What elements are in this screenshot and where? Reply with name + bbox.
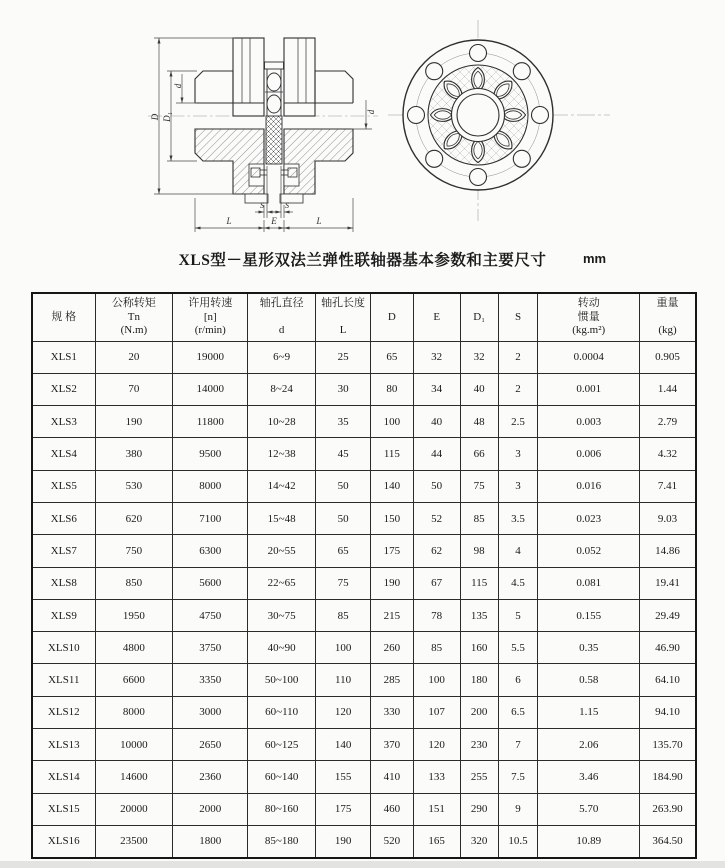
table-cell: 260: [371, 632, 413, 664]
table-cell: 190: [95, 406, 173, 438]
table-cell: 70: [95, 373, 173, 405]
table-cell: 151: [413, 793, 460, 825]
table-row: [32, 535, 696, 567]
table-cell: 410: [371, 761, 413, 793]
table-cell: 135: [460, 599, 498, 631]
column-header: 转动 惯量 (kg.m²): [538, 293, 640, 341]
table-cell: 3350: [173, 664, 248, 696]
table-cell: XLS15: [32, 793, 95, 825]
table-cell: 4800: [95, 632, 173, 664]
table-cell: 0.0004: [538, 341, 640, 373]
table-cell: XLS7: [32, 535, 95, 567]
table-cell: 6~9: [248, 341, 316, 373]
table-cell: 5: [498, 599, 538, 631]
table-cell: 35: [316, 406, 371, 438]
table-cell: 85: [413, 632, 460, 664]
table-cell: 19.41: [640, 567, 697, 599]
table-row: [32, 632, 696, 664]
table-cell: 6600: [95, 664, 173, 696]
table-cell: 0.58: [538, 664, 640, 696]
table-cell: 0.35: [538, 632, 640, 664]
title-row: [0, 248, 725, 274]
table-cell: XLS4: [32, 438, 95, 470]
table-cell: 1.15: [538, 696, 640, 728]
table-cell: 65: [316, 535, 371, 567]
table-cell: 140: [316, 729, 371, 761]
drawing-area: [0, 0, 725, 245]
table-row: [32, 696, 696, 728]
table-cell: 8000: [173, 470, 248, 502]
table-cell: 7: [498, 729, 538, 761]
dim-label-S-left: S: [260, 201, 264, 210]
table-cell: 4.5: [498, 567, 538, 599]
spec-table-wrap: [31, 292, 697, 859]
table-cell: 23500: [95, 825, 173, 857]
table-cell: XLS3: [32, 406, 95, 438]
table-row: [32, 729, 696, 761]
table-row: [32, 761, 696, 793]
table-cell: 66: [460, 438, 498, 470]
column-header: S: [498, 293, 538, 341]
table-cell: 4750: [173, 599, 248, 631]
table-cell: 0.006: [538, 438, 640, 470]
table-cell: 263.90: [640, 793, 697, 825]
table-cell: 80: [371, 373, 413, 405]
table-cell: 4: [498, 535, 538, 567]
dim-label-S-right: S: [285, 201, 289, 210]
table-cell: 230: [460, 729, 498, 761]
table-cell: 5.70: [538, 793, 640, 825]
table-cell: 2000: [173, 793, 248, 825]
column-header: D₁: [460, 293, 498, 341]
table-cell: XLS8: [32, 567, 95, 599]
table-cell: 3: [498, 470, 538, 502]
table-row: [32, 470, 696, 502]
table-cell: 7.5: [498, 761, 538, 793]
table-cell: 2.06: [538, 729, 640, 761]
table-row: [32, 373, 696, 405]
table-cell: 14.86: [640, 535, 697, 567]
table-cell: 14~42: [248, 470, 316, 502]
table-cell: 2: [498, 341, 538, 373]
table-cell: 115: [460, 567, 498, 599]
table-cell: 14600: [95, 761, 173, 793]
table-cell: 6.5: [498, 696, 538, 728]
column-header: 公称转矩 Tn (N.m): [95, 293, 173, 341]
table-cell: 1950: [95, 599, 173, 631]
table-cell: 50: [316, 502, 371, 534]
table-cell: 30~75: [248, 599, 316, 631]
table-cell: 85~180: [248, 825, 316, 857]
table-cell: 6: [498, 664, 538, 696]
table-cell: 2650: [173, 729, 248, 761]
table-cell: 115: [371, 438, 413, 470]
table-cell: 0.016: [538, 470, 640, 502]
table-cell: 120: [413, 729, 460, 761]
table-cell: 2: [498, 373, 538, 405]
column-header: 轴孔直径 d: [248, 293, 316, 341]
table-cell: 750: [95, 535, 173, 567]
table-cell: 290: [460, 793, 498, 825]
table-row: [32, 793, 696, 825]
table-cell: 11800: [173, 406, 248, 438]
table-cell: 364.50: [640, 825, 697, 857]
table-cell: 370: [371, 729, 413, 761]
table-cell: 85: [316, 599, 371, 631]
table-cell: 460: [371, 793, 413, 825]
table-cell: XLS1: [32, 341, 95, 373]
table-cell: 10.89: [538, 825, 640, 857]
dim-label-D: D: [150, 113, 160, 121]
table-row: [32, 438, 696, 470]
table-cell: 100: [316, 632, 371, 664]
table-row: [32, 825, 696, 857]
table-cell: 0.052: [538, 535, 640, 567]
table-cell: 530: [95, 470, 173, 502]
table-cell: 8~24: [248, 373, 316, 405]
table-cell: 46.90: [640, 632, 697, 664]
table-cell: 0.023: [538, 502, 640, 534]
table-cell: 50~100: [248, 664, 316, 696]
table-cell: 330: [371, 696, 413, 728]
table-cell: 32: [460, 341, 498, 373]
table-cell: 8000: [95, 696, 173, 728]
section-view-drawing: [126, 14, 396, 239]
table-cell: XLS16: [32, 825, 95, 857]
table-cell: 32: [413, 341, 460, 373]
table-cell: 85: [460, 502, 498, 534]
table-cell: 620: [95, 502, 173, 534]
table-cell: 190: [316, 825, 371, 857]
table-cell: 3.46: [538, 761, 640, 793]
table-cell: 48: [460, 406, 498, 438]
table-cell: 2360: [173, 761, 248, 793]
table-cell: 3.5: [498, 502, 538, 534]
page-title: XLS型－星形双法兰弹性联轴器基本参数和主要尺寸: [178, 252, 547, 269]
table-cell: 100: [413, 664, 460, 696]
table-cell: 4.32: [640, 438, 697, 470]
table-cell: 7100: [173, 502, 248, 534]
table-row: [32, 567, 696, 599]
table-cell: 29.49: [640, 599, 697, 631]
table-cell: 80~160: [248, 793, 316, 825]
table-cell: 19000: [173, 341, 248, 373]
table-cell: 9: [498, 793, 538, 825]
table-cell: 98: [460, 535, 498, 567]
table-cell: 52: [413, 502, 460, 534]
table-row: [32, 406, 696, 438]
table-cell: 40~90: [248, 632, 316, 664]
table-row: [32, 341, 696, 373]
table-cell: 78: [413, 599, 460, 631]
table-cell: 155: [316, 761, 371, 793]
table-row: [32, 599, 696, 631]
table-cell: 184.90: [640, 761, 697, 793]
column-header: 规 格: [32, 293, 95, 341]
column-header: E: [413, 293, 460, 341]
table-row: [32, 664, 696, 696]
column-header: D: [371, 293, 413, 341]
table-cell: 520: [371, 825, 413, 857]
spec-table: [31, 292, 697, 859]
table-cell: 150: [371, 502, 413, 534]
table-cell: 1800: [173, 825, 248, 857]
table-cell: 62: [413, 535, 460, 567]
dim-label-d-right: d: [366, 109, 376, 115]
table-cell: 60~110: [248, 696, 316, 728]
table-cell: XLS9: [32, 599, 95, 631]
table-cell: 60~125: [248, 729, 316, 761]
table-cell: 22~65: [248, 567, 316, 599]
table-cell: 0.001: [538, 373, 640, 405]
table-cell: 9500: [173, 438, 248, 470]
table-cell: 0.155: [538, 599, 640, 631]
table-row: [32, 502, 696, 534]
table-cell: 2.5: [498, 406, 538, 438]
dim-label-E: E: [271, 216, 277, 226]
dim-label-d-left: d: [173, 83, 183, 89]
dim-label-L-right: L: [316, 216, 322, 226]
table-cell: 0.081: [538, 567, 640, 599]
table-cell: XLS10: [32, 632, 95, 664]
table-cell: 2.79: [640, 406, 697, 438]
table-cell: 133: [413, 761, 460, 793]
table-cell: 1.44: [640, 373, 697, 405]
table-cell: 75: [460, 470, 498, 502]
table-cell: 40: [413, 406, 460, 438]
table-cell: 10.5: [498, 825, 538, 857]
star-element: [431, 68, 526, 163]
column-header: 轴孔长度 L: [316, 293, 371, 341]
table-cell: 160: [460, 632, 498, 664]
table-cell: 75: [316, 567, 371, 599]
table-cell: 3000: [173, 696, 248, 728]
table-cell: 12~38: [248, 438, 316, 470]
header-row: [32, 293, 696, 341]
table-cell: 285: [371, 664, 413, 696]
table-cell: XLS13: [32, 729, 95, 761]
table-cell: 50: [413, 470, 460, 502]
table-cell: 34: [413, 373, 460, 405]
table-cell: 15~48: [248, 502, 316, 534]
table-cell: XLS6: [32, 502, 95, 534]
table-cell: XLS14: [32, 761, 95, 793]
table-cell: 380: [95, 438, 173, 470]
table-cell: 60~140: [248, 761, 316, 793]
table-cell: 215: [371, 599, 413, 631]
table-cell: XLS5: [32, 470, 95, 502]
table-cell: 67: [413, 567, 460, 599]
column-header: 重量 (kg): [640, 293, 697, 341]
table-cell: 20~55: [248, 535, 316, 567]
table-cell: XLS12: [32, 696, 95, 728]
table-cell: 25: [316, 341, 371, 373]
table-cell: 6300: [173, 535, 248, 567]
table-cell: 14000: [173, 373, 248, 405]
table-cell: XLS11: [32, 664, 95, 696]
table-cell: 20000: [95, 793, 173, 825]
table-cell: 64.10: [640, 664, 697, 696]
table-cell: 135.70: [640, 729, 697, 761]
table-cell: 175: [371, 535, 413, 567]
table-cell: 20: [95, 341, 173, 373]
table-cell: 5600: [173, 567, 248, 599]
table-cell: XLS2: [32, 373, 95, 405]
table-cell: 7.41: [640, 470, 697, 502]
table-cell: 200: [460, 696, 498, 728]
table-cell: 320: [460, 825, 498, 857]
table-cell: 110: [316, 664, 371, 696]
table-cell: 107: [413, 696, 460, 728]
table-cell: 65: [371, 341, 413, 373]
table-cell: 190: [371, 567, 413, 599]
table-cell: 140: [371, 470, 413, 502]
table-cell: 44: [413, 438, 460, 470]
table-cell: 94.10: [640, 696, 697, 728]
table-cell: 50: [316, 470, 371, 502]
table-cell: 40: [460, 373, 498, 405]
table-cell: 45: [316, 438, 371, 470]
table-cell: 255: [460, 761, 498, 793]
table-cell: 100: [371, 406, 413, 438]
column-header: 许用转速 [n] (r/min): [173, 293, 248, 341]
dim-label-L-left: L: [226, 216, 232, 226]
table-cell: 850: [95, 567, 173, 599]
dim-label-D1: D₁: [162, 112, 172, 122]
front-view-drawing: [388, 18, 610, 223]
table-cell: 0.905: [640, 341, 697, 373]
table-cell: 10000: [95, 729, 173, 761]
table-cell: 3750: [173, 632, 248, 664]
table-cell: 10~28: [248, 406, 316, 438]
table-cell: 0.003: [538, 406, 640, 438]
table-cell: 120: [316, 696, 371, 728]
page-edge-strip: [0, 861, 725, 868]
unit-label: mm: [583, 251, 607, 266]
table-cell: 180: [460, 664, 498, 696]
table-cell: 5.5: [498, 632, 538, 664]
coupling-body: [195, 38, 353, 203]
table-cell: 175: [316, 793, 371, 825]
table-cell: 30: [316, 373, 371, 405]
table-cell: 165: [413, 825, 460, 857]
table-cell: 3: [498, 438, 538, 470]
table-cell: 9.03: [640, 502, 697, 534]
